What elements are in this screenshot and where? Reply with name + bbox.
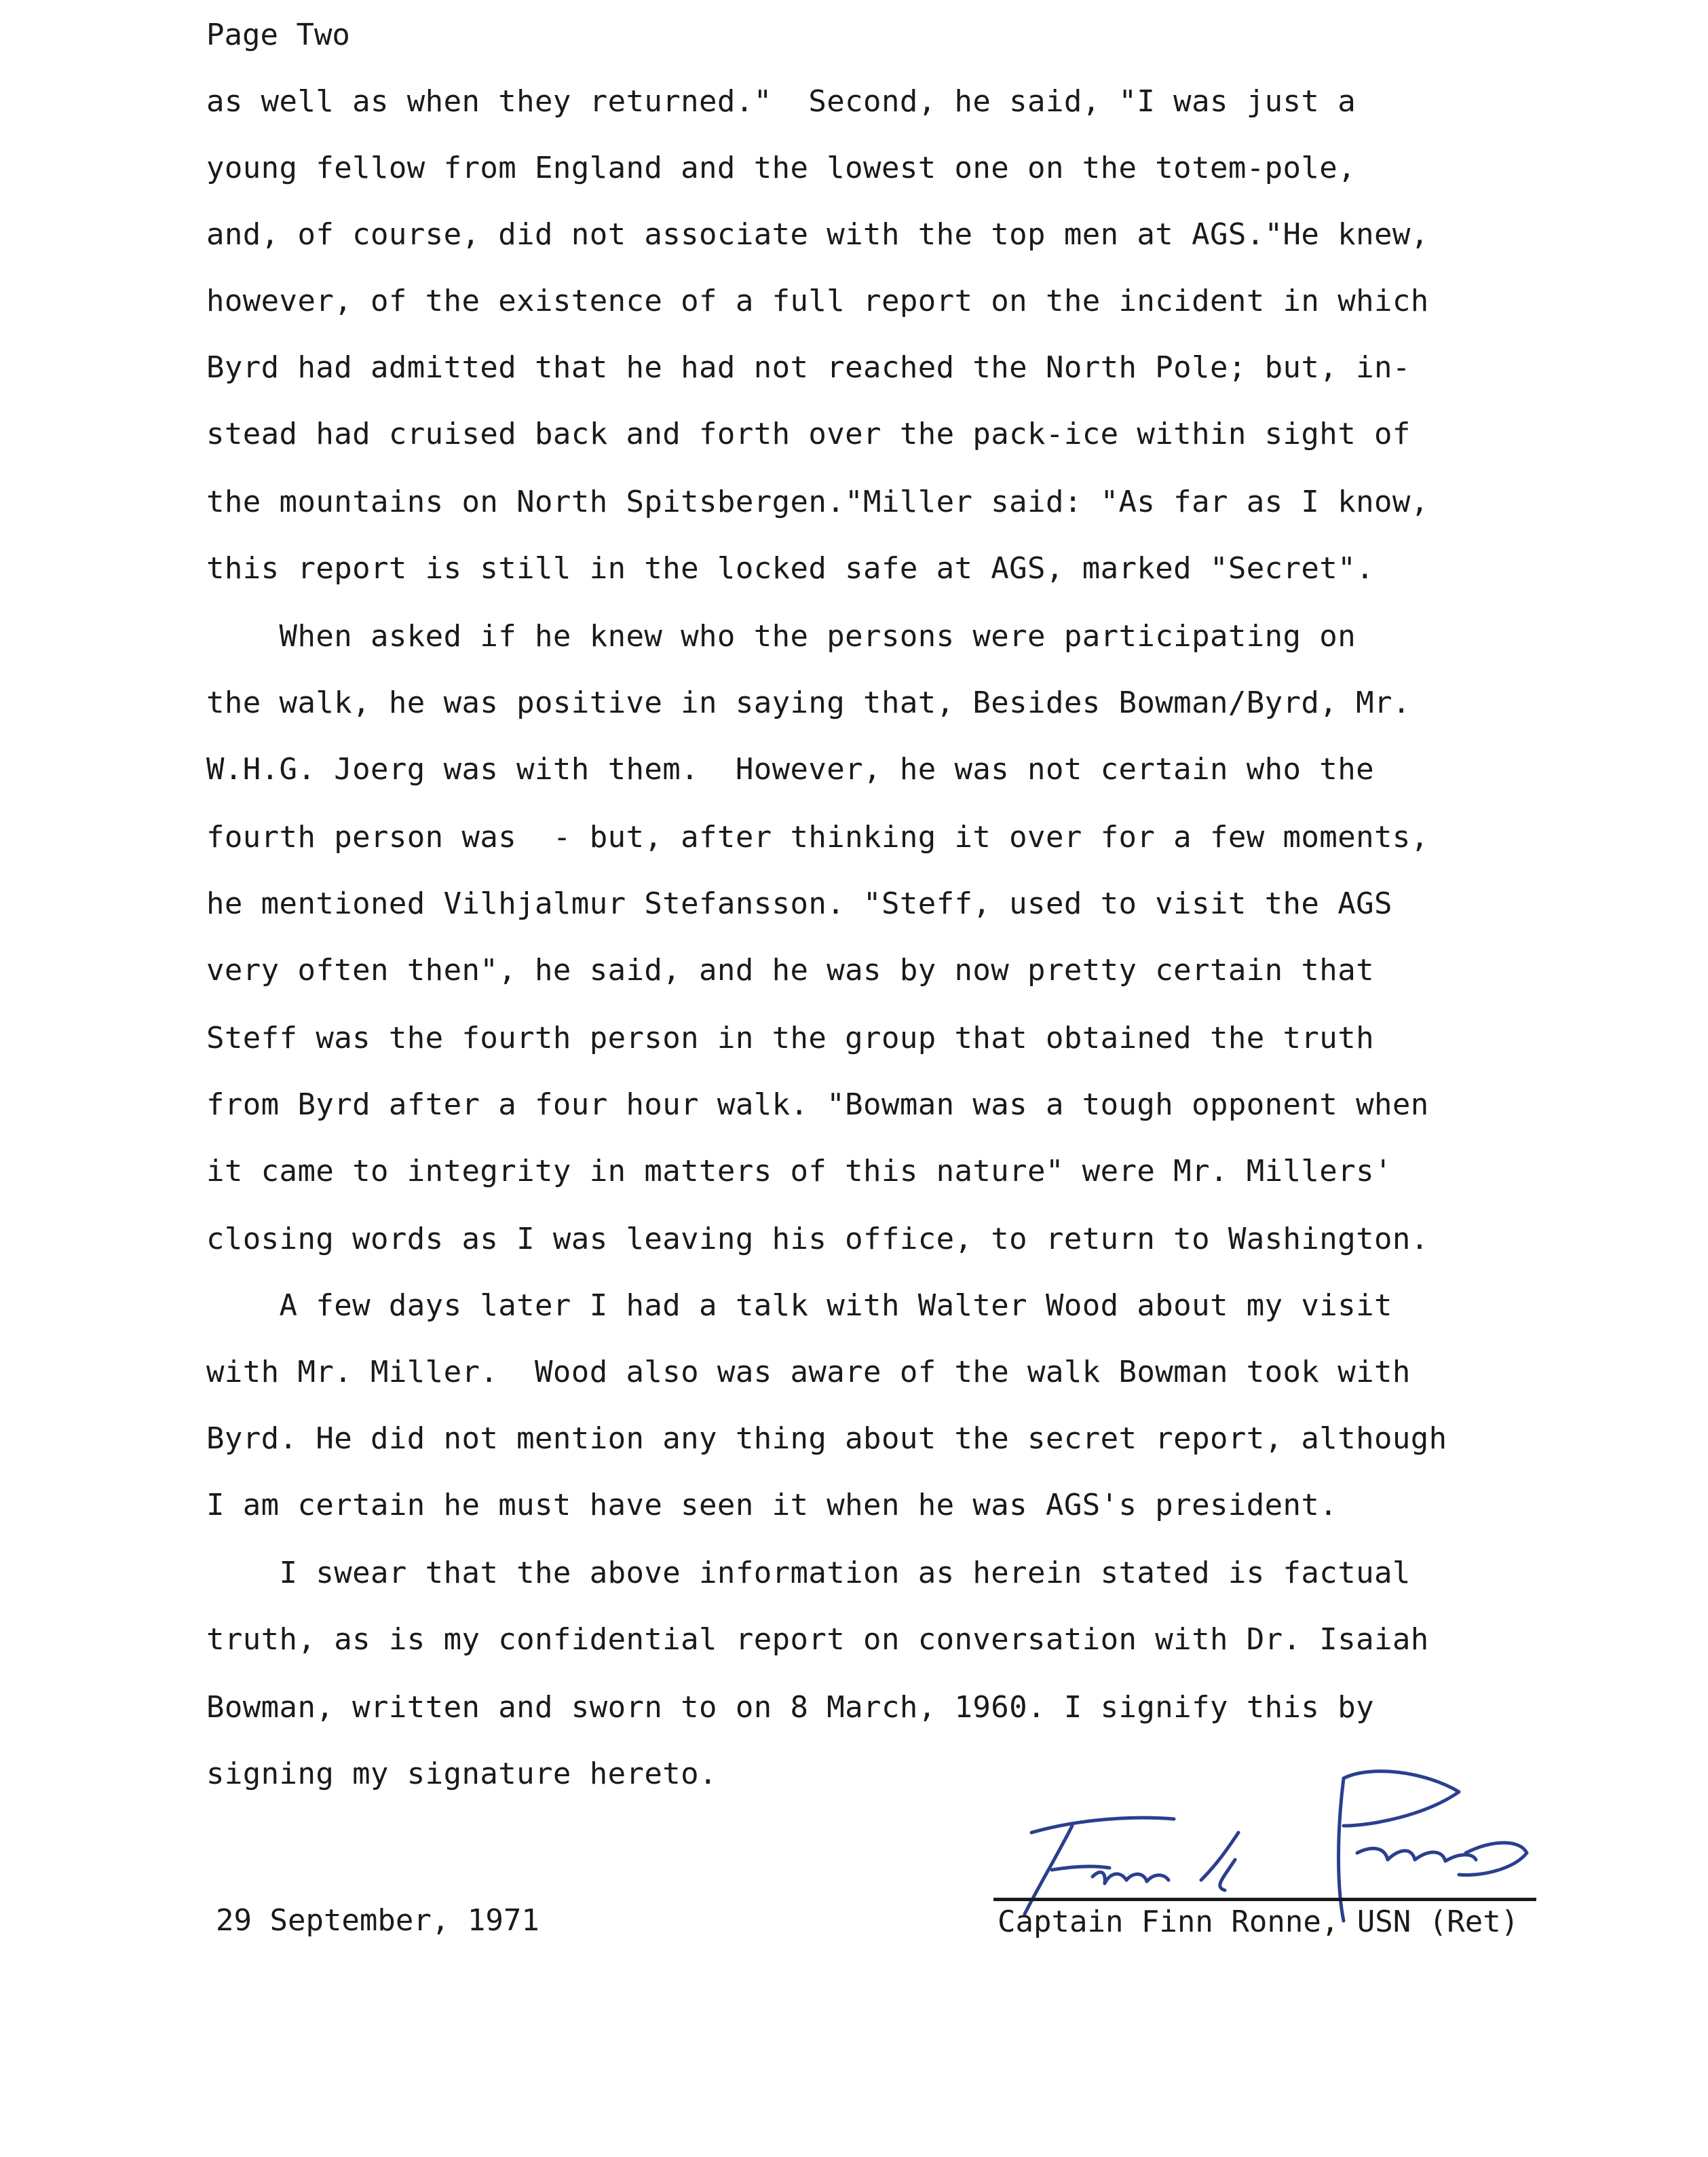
text-line: very often then", he said, and he was by now pretty certain that — [206, 953, 1374, 988]
text-line: closing words as I was leaving his office, to return to Washington. — [206, 1222, 1429, 1256]
text-line: Byrd had admitted that he had not reached the North Pole; but, in- — [206, 350, 1411, 385]
text-line: fourth person was - but, after thinking it over for a few moments, — [206, 820, 1429, 855]
date: 29 September, 1971 — [216, 1903, 539, 1938]
text-line: When asked if he knew who the persons were participating on — [206, 619, 1356, 654]
text-line: truth, as is my confidential report on conversation with Dr. Isaiah — [206, 1622, 1429, 1657]
signatory-name: Captain Finn Ronne, USN (Ret) — [998, 1905, 1519, 1939]
page-header: Page Two — [206, 18, 350, 52]
text-line: A few days later I had a talk with Walter Wood about my visit — [206, 1288, 1392, 1323]
text-line: Bowman, written and sworn to on 8 March, 1960. I signify this by — [206, 1690, 1374, 1725]
text-line: the mountains on North Spitsbergen."Miller said: "As far as I know, — [206, 485, 1429, 519]
text-line: young fellow from England and the lowest one on the totem-pole, — [206, 151, 1356, 185]
text-line: I swear that the above information as herein stated is factual — [206, 1556, 1411, 1590]
text-line: Steff was the fourth person in the group that obtained the truth — [206, 1021, 1374, 1055]
text-line: signing my signature hereto. — [206, 1757, 717, 1791]
text-line: with Mr. Miller. Wood also was aware of the walk Bowman took with — [206, 1355, 1411, 1389]
text-line: stead had cruised back and forth over the pack-ice within sight of — [206, 417, 1411, 451]
text-line: and, of course, did not associate with the top men at AGS."He knew, — [206, 217, 1429, 252]
text-line: from Byrd after a four hour walk. "Bowman was a tough opponent when — [206, 1087, 1429, 1122]
text-line: Byrd. He did not mention any thing about the secret report, although — [206, 1421, 1447, 1456]
text-line: I am certain he must have seen it when he was AGS's president. — [206, 1488, 1338, 1522]
text-line: as well as when they returned." Second, he said, "I was just a — [206, 84, 1356, 119]
text-line: however, of the existence of a full report on the incident in which — [206, 284, 1429, 318]
text-line: W.H.G. Joerg was with them. However, he was not certain who the — [206, 752, 1374, 787]
text-line: it came to integrity in matters of this nature" were Mr. Millers' — [206, 1154, 1392, 1188]
text-line: the walk, he was positive in saying that, Besides Bowman/Byrd, Mr. — [206, 686, 1411, 720]
text-line: he mentioned Vilhjalmur Stefansson. "Steff, used to visit the AGS — [206, 886, 1392, 921]
signature-rule — [993, 1898, 1536, 1901]
text-line: this report is still in the locked safe at AGS, marked "Secret". — [206, 551, 1374, 586]
